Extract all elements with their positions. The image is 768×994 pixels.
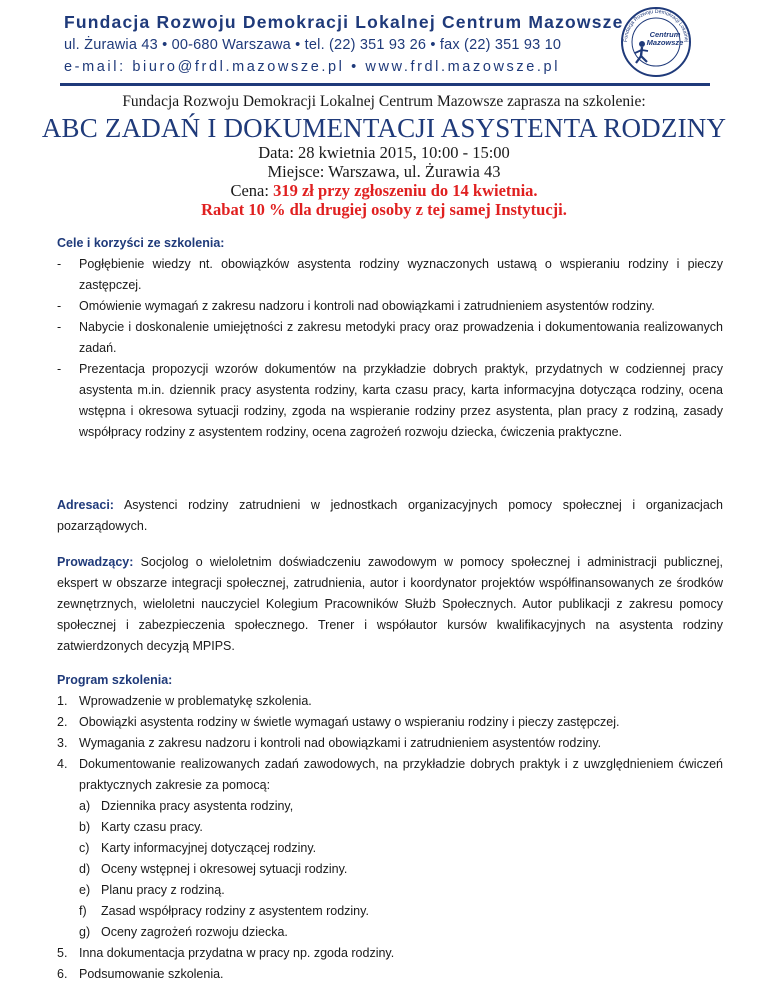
audience-text: Asystenci rodziny zatrudnieni w jednostkach organizacyjnych pomocy społecznej i organizacjach pozarządowych. — [57, 498, 723, 533]
org-address: ul. Żurawia 43 • 00-680 Warszawa • tel. (22) 351 93 26 • fax (22) 351 93 10 — [64, 37, 562, 53]
list-item: 6. Podsumowanie szkolenia. — [57, 967, 224, 981]
header-divider — [60, 83, 710, 86]
bullet-dash: - — [57, 299, 62, 313]
logo-text-centrum: Centrum — [649, 30, 681, 39]
list-item: - Pogłębienie wiedzy nt. obowiązków asystenta rodziny wyznaczonych ustawą o wspieraniu rodziny i pieczy zastępczej. — [57, 254, 723, 296]
event-date: Data: 28 kwietnia 2015, 10:00 - 15:00 — [258, 143, 510, 162]
list-item: 3. Wymagania z zakresu nadzoru i kontroli nad obowiązkami i zatrudnieniem asystentów rodziny. — [57, 736, 602, 750]
list-item: 1. Wprowadzenie w problematykę szkolenia. — [57, 694, 312, 708]
bullet-dash: - — [57, 257, 62, 271]
event-price — [0, 181, 768, 201]
org-name: Fundacja Rozwoju Demokracji Lokalnej Centrum Mazowsze — [64, 12, 624, 32]
list-item: 5. Inna dokumentacja przydatna w pracy np. zgoda rodziny. — [57, 946, 395, 960]
event-discount: Rabat 10 % dla drugiej osoby z tej samej Instytucji. — [201, 200, 567, 219]
program-section — [57, 670, 723, 985]
list-item: - Omówienie wymagań z zakresu nadzoru i kontroli nad obowiązkami i zatrudnieniem asystentów rodziny. — [57, 296, 723, 317]
logo-text-mazowsze: Mazowsze — [646, 38, 684, 47]
goals-heading: Cele i korzyści ze szkolenia: — [57, 236, 225, 250]
letterhead — [0, 0, 768, 82]
org-contact: e-mail: biuro@frdl.mazowsze.pl • www.frdl.mazowsze.pl — [64, 59, 561, 75]
trainer-text: Socjolog o wieloletnim doświadczeniu zawodowym w pomocy społecznej i administracji publicznej, ekspert w obszarze integracji społecznej, zatrudnienia, autor i koordynator projektów współfinansowanych ze środków zewnętrznych, wieloletni nauczyciel Kolegium Pracowników Służb Społecznych. Autor publikacji z zakresu pomocy społecznej i zabezpieczenia społecznego. Trener i współautor kursów kwalifikacyjnych na asystenta rodziny zatwierdzonych decyzją MPIPS. — [57, 555, 723, 653]
sub-list-item: b) Karty czasu pracy. — [79, 820, 203, 834]
sub-list-item: g) Oceny zagrożeń rozwoju dziecka. — [79, 925, 288, 939]
logo-ring-text: Fundacja Rozwoju Demokracji Lokalnej — [622, 8, 690, 43]
price-value: 319 zł przy zgłoszeniu do 14 kwietnia. — [273, 181, 538, 200]
sub-list-item: e) Planu pracy z rodziną. — [79, 883, 225, 897]
intro-line: Fundacja Rozwoju Demokracji Lokalnej Centrum Mazowsze zaprasza na szkolenie: — [122, 93, 646, 110]
price-label: Cena: — [230, 181, 274, 200]
trainer-heading: Prowadzący: — [57, 555, 134, 569]
bullet-dash: - — [57, 320, 62, 334]
goals-section — [57, 233, 723, 443]
audience-heading: Adresaci: — [57, 498, 114, 512]
audience-section — [57, 495, 723, 537]
sub-list-item: c) Karty informacyjnej dotyczącej rodziny. — [79, 841, 317, 855]
page-title: ABC ZADAŃ I DOKUMENTACJI ASYSTENTA RODZINY — [41, 113, 727, 143]
sub-list-item: f) Zasad współpracy rodziny z asystentem rodziny. — [79, 904, 369, 918]
list-item: 4. Dokumentowanie realizowanych zadań zawodowych, na przykładzie dobrych praktyk i z uwzględnieniem ćwiczeń praktycznych zakresie za pomocą: — [57, 757, 723, 792]
trainer-section — [57, 552, 723, 657]
list-item: - Nabycie i doskonalenie umiejętności z zakresu metodyki pracy oraz prowadzenia i dokumentowania realizowanych zadań. — [57, 317, 723, 359]
event-place: Miejsce: Warszawa, ul. Żurawia 43 — [267, 162, 501, 181]
list-item: 2. Obowiązki asystenta rodziny w świetle wymagań ustawy o wspieraniu rodziny i pieczy zastępczej. — [57, 715, 620, 729]
sub-list-item: d) Oceny wstępnej i okresowej sytuacji rodziny. — [79, 862, 348, 876]
sub-list-item: a) Dziennika pracy asystenta rodziny, — [79, 799, 294, 813]
foundation-logo-icon — [620, 6, 692, 78]
list-item: - Prezentacja propozycji wzorów dokumentów na przykładzie dobrych praktyk, przydatnych w codziennej pracy asystenta m.in. dziennik pracy asystenta rodziny, karta czasu pracy, karta informacyjna dotycząca rodziny, ocena wstępna i okresowa sytuacji rodziny, zgoda na wspieranie rodziny przez asystenta, plan pracy z rodziną, zasady współpracy rodziny z asystentem rodziny, ocena zagrożeń rozwoju dziecka, ćwiczenia praktyczne. — [57, 359, 723, 443]
bullet-dash: - — [57, 362, 62, 376]
program-heading: Program szkolenia: — [57, 673, 173, 687]
